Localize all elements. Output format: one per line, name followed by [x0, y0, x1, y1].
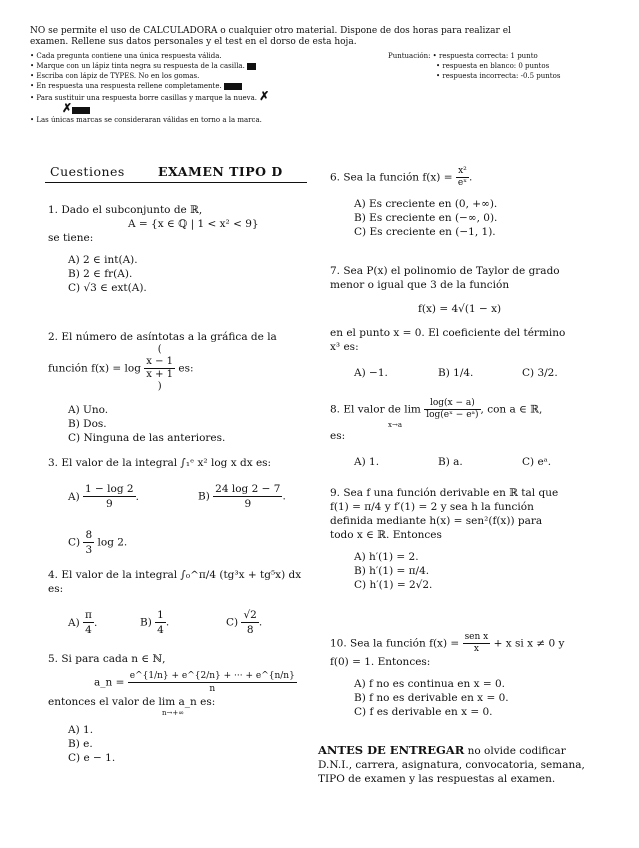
q3-option-b[interactable]: B) $\frac{24 \log 2 - 7}{9}$ .	[198, 483, 286, 510]
q4-stem: 4. El valor de la integral ∫₀^π/4 (tg³x + tg⁵x) dx	[48, 569, 302, 581]
q9-line: todo x ∈ ℝ. Entonces	[330, 529, 442, 541]
q3-stem: 3. El valor de la integral ∫₁ᵉ x² log x dx es:	[48, 457, 272, 469]
scoring-blank: • respuesta en blanco: 0 puntos	[436, 62, 550, 70]
q6-stem: 6. Sea la función f(x) = $\frac{\text{x²}}{\text{eˣ}}$ .	[330, 166, 473, 188]
q8-option-b[interactable]: B) a.	[438, 456, 463, 468]
question-7	[330, 264, 592, 380]
submit-note-line-2: D.N.I., carrera, asignatura, convocatoria, semana,	[318, 759, 585, 771]
q3-option-c[interactable]: C) $\frac{8}{3}$ log 2.	[68, 529, 128, 556]
q7-stem-3: en el punto x = 0. El coeficiente del término	[330, 327, 566, 339]
q7-stem-4: x³ es:	[330, 341, 359, 353]
q7-stem: 7. Sea P(x) el polinomio de Taylor de grado	[330, 265, 560, 277]
instructions	[30, 26, 615, 48]
q9-option-b[interactable]: B) h′(1) = π/4.	[354, 565, 430, 577]
q8-lim-sub: x→a	[388, 421, 402, 429]
q5-stem-2: entonces el valor de lim a_n es:	[48, 696, 216, 708]
question-5	[48, 652, 308, 765]
rules-list	[30, 51, 370, 125]
filled-box-icon	[81, 107, 90, 114]
q5-option-c[interactable]: C) e − 1.	[68, 752, 116, 764]
submit-note-line-3: TIPO de examen y las respuestas al examen.	[318, 773, 556, 785]
rule-item: • Las únicas marcas se consideraran válidas en torno a la marca.	[30, 116, 262, 124]
q2-option-c[interactable]: C) Ninguna de las anteriores.	[68, 432, 226, 444]
submit-note-bold: ANTES DE ENTREGAR	[318, 743, 465, 757]
question-4	[48, 568, 308, 638]
q8-stem-2: es:	[330, 430, 346, 442]
instructions-line-1: NO se permite el uso de CALCULADORA o cualquier otro material. Dispone de dos horas para realizar el	[30, 26, 511, 36]
question-8	[330, 398, 592, 469]
q2-option-b[interactable]: B) Dos.	[68, 418, 107, 430]
exam-type-title: EXAMEN TIPO D	[158, 164, 283, 179]
scoring-correct: Puntuación: • respuesta correcta: 1 punto	[388, 52, 538, 60]
q6-option-b[interactable]: B) Es creciente en (−∞, 0).	[354, 212, 498, 224]
rule-item: • Para sustituir una respuesta borre casillas y marque la nueva. ✗	[30, 89, 270, 103]
q10-stem: 10. Sea la función f(x) = $\frac{\text{sen x}}{x}$ + x si x ≠ 0 y	[330, 632, 565, 654]
header-rule	[45, 182, 307, 183]
q1-option-c[interactable]: C) √3 ∈ ext(A).	[68, 282, 147, 294]
filled-box-icon	[224, 83, 233, 90]
question-3	[48, 456, 308, 557]
q6-option-a[interactable]: A) Es creciente en (0, +∞).	[354, 198, 498, 210]
q2-function: función f(x) = log ( x − 1 x + 1 ) es:	[48, 344, 194, 392]
rule-item: • Cada pregunta contiene una única respuesta válida.	[30, 52, 222, 60]
q8-stem: 8. El valor de lim $\frac{\log(x - a)}{\text{log(eˣ − eᵃ)}}$ , con a ∈ ℝ,	[330, 398, 543, 420]
rule-item: • En respuesta una respuesta rellene completamente.	[30, 81, 370, 91]
filled-box-icon	[247, 63, 256, 70]
q9-line: definida mediante h(x) = sen²(f(x)) para	[330, 515, 543, 527]
q7-option-a[interactable]: A) −1.	[354, 367, 388, 379]
q8-option-c[interactable]: C) eᵃ.	[522, 456, 552, 468]
rule-item: • Escriba con lápiz de TYPES. No en los gomas.	[30, 72, 200, 80]
q3-option-a[interactable]: A) $\frac{1 - \log 2}{9}$ .	[68, 483, 139, 510]
instructions-line-2: examen. Rellene sus datos personales y el test en el dorso de esta hoja.	[30, 37, 357, 47]
example-marks	[30, 103, 370, 115]
q7-stem-2: menor o igual que 3 de la función	[330, 279, 510, 291]
q5-option-a[interactable]: A) 1.	[68, 724, 94, 736]
scoring-wrong: • respuesta incorrecta: -0.5 puntos	[436, 72, 561, 80]
question-2	[48, 330, 308, 445]
q9-option-a[interactable]: A) h′(1) = 2.	[354, 551, 419, 563]
question-9	[330, 486, 592, 592]
scoring	[388, 51, 618, 81]
q1-option-a[interactable]: A) 2 ∈ int(A).	[68, 254, 138, 266]
q1-option-b[interactable]: B) 2 ∈ fr(A).	[68, 268, 133, 280]
q7-option-b[interactable]: B) 1/4.	[438, 367, 474, 379]
q7-function: f(x) = 4√(1 − x)	[418, 303, 502, 315]
q5-stem: 5. Si para cada n ∈ ℕ,	[48, 653, 166, 665]
q4-stem-2: es:	[48, 583, 64, 595]
q1-stem: 1. Dado el subconjunto de ℝ,	[48, 204, 203, 216]
q5-option-b[interactable]: B) e.	[68, 738, 93, 750]
q4-option-a[interactable]: A) $\frac{\pi}{4}$ .	[68, 609, 98, 636]
question-6	[330, 166, 592, 239]
filled-box-icon	[72, 107, 81, 114]
q9-option-c[interactable]: C) h′(1) = 2√2.	[354, 579, 433, 591]
q2-option-a[interactable]: A) Uno.	[68, 404, 109, 416]
cross-mark-icon: ✗	[259, 89, 270, 103]
q5-lim-sub: n→+∞	[162, 709, 185, 717]
section-title: Cuestiones	[50, 164, 125, 179]
q2-stem: 2. El número de asíntotas a la gráfica de la	[48, 331, 277, 343]
q4-option-c[interactable]: C) $\frac{√2}{8}$ .	[226, 609, 263, 636]
submit-note-text: no olvide codificar	[464, 745, 566, 757]
question-10	[330, 632, 592, 719]
q10-stem-2: f(0) = 1. Entonces:	[330, 656, 431, 668]
filled-box-icon	[233, 83, 242, 90]
rule-item: • Marque con un lápiz tinta negra su respuesta de la casilla.	[30, 61, 370, 71]
submit-note	[318, 743, 598, 786]
q6-option-c[interactable]: C) Es creciente en (−1, 1).	[354, 226, 496, 238]
q9-line: 9. Sea f una función derivable en ℝ tal que	[330, 487, 559, 499]
q1-set: A = {x ∈ ℚ | 1 < x² < 9}	[128, 218, 259, 230]
cross-mark-icon: ✗	[62, 101, 73, 115]
q10-option-c[interactable]: C) f es derivable en x = 0.	[354, 706, 493, 718]
q9-line: f(1) = π/4 y f′(1) = 2 y sea h la función	[330, 501, 534, 513]
q8-option-a[interactable]: A) 1.	[354, 456, 380, 468]
q1-stem-2: se tiene:	[48, 232, 94, 244]
q10-option-b[interactable]: B) f no es derivable en x = 0.	[354, 692, 509, 704]
q4-option-b[interactable]: B) $\frac{1}{4}$ .	[140, 609, 170, 636]
q7-option-c[interactable]: C) 3/2.	[522, 367, 558, 379]
q10-option-a[interactable]: A) f no es continua en x = 0.	[354, 678, 505, 690]
q5-sequence: a_n = $\frac{e\^{}\{1/n\} + e\^{}\{2/n\} + \cdot\cdot\cdot + e\^{}\{n/n\}}{n}$	[94, 671, 295, 694]
question-1	[48, 203, 308, 295]
